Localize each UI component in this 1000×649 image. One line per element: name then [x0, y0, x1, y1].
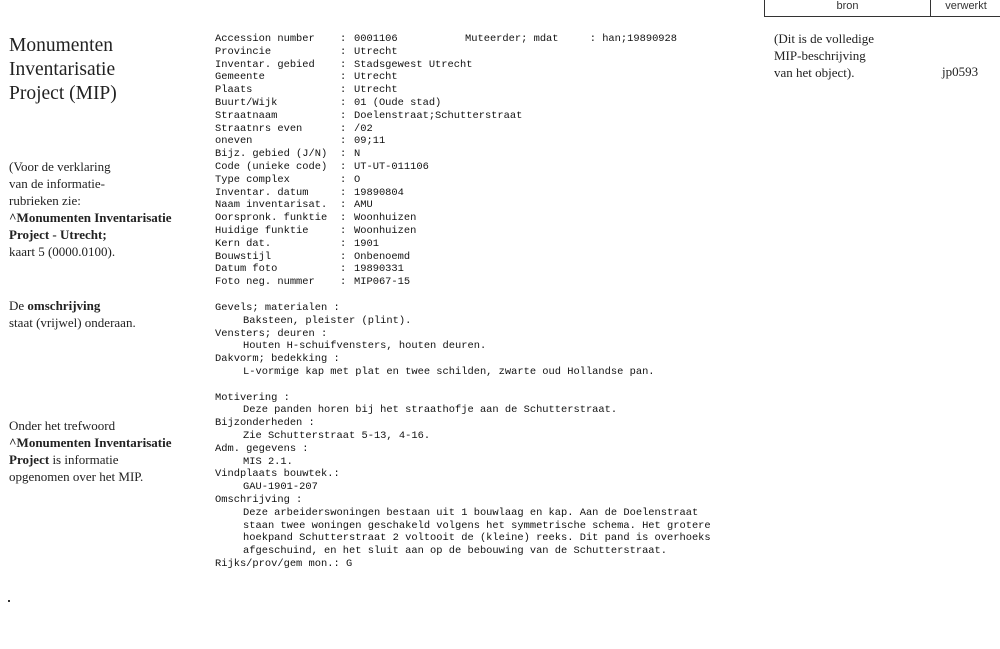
field-label: oneven — [215, 135, 253, 148]
field-row — [215, 251, 755, 264]
note-line: kaart 5 (0000.0100). — [9, 244, 116, 259]
note-line: Onder het trefwoord — [9, 418, 116, 433]
field-separator: : — [340, 199, 347, 212]
omschrijving-line: staan twee woningen geschakeld volgens het symmetrische schema. Het grotere — [243, 519, 711, 532]
field-value: Stadsgewest Utrecht — [354, 58, 473, 71]
title-line: Inventarisatie — [9, 59, 116, 80]
field-label: Code (unieke code) — [215, 160, 328, 173]
field-row — [215, 110, 755, 123]
right-note — [774, 30, 874, 81]
note-text: is informatie — [49, 452, 119, 467]
field-row — [215, 174, 755, 187]
field-label: Bouwstijl — [215, 250, 272, 263]
note-text: De — [9, 298, 28, 313]
vensters-text: Houten H-schuifvensters, houten deuren. — [243, 340, 487, 353]
title-line: Monumenten — [9, 35, 113, 56]
field-label: Inventar. gebied — [215, 58, 315, 71]
field-label: Gemeente — [215, 71, 265, 84]
vensters-label: Vensters; deuren : — [215, 327, 328, 340]
note-line: rubrieken zie: — [9, 193, 81, 208]
omschrijving-line: Deze arbeiderswoningen bestaan uit 1 bouwlaag en kap. Aan de Doelenstraat — [243, 506, 699, 519]
header-bron: bron — [764, 0, 930, 16]
dakvorm-label: Dakvorm; bedekking : — [215, 353, 340, 366]
field-separator: : — [340, 186, 347, 199]
field-value: MIP067-15 — [354, 276, 411, 289]
field-row — [215, 212, 755, 225]
field-separator: : — [340, 33, 347, 45]
field-row — [215, 187, 755, 200]
note-link[interactable]: Project - Utrecht; — [9, 227, 107, 242]
field-row — [215, 263, 755, 276]
field-separator: : — [340, 84, 347, 97]
dakvorm-text: L-vormige kap met plat en twee schilden, zwarte oud Hollandse pan. — [243, 365, 655, 378]
right-note-line: (Dit is de volledige — [774, 31, 875, 46]
field-value: UT-UT-011106 — [354, 160, 429, 173]
note-line: (Voor de verklaring — [9, 159, 111, 174]
field-separator: : — [340, 212, 347, 225]
field-value: AMU — [354, 199, 373, 212]
note-trefwoord — [9, 417, 171, 485]
field-separator: : — [340, 122, 347, 135]
title-line: Project (MIP) — [9, 83, 117, 104]
note-line: opgenomen over het MIP. — [9, 469, 144, 484]
field-separator: : — [340, 109, 347, 122]
field-separator: : — [340, 250, 347, 263]
muteerder — [465, 33, 677, 46]
field-separator: : — [340, 224, 347, 237]
field-value: Utrecht — [354, 71, 398, 84]
gevels-text: Baksteen, pleister (plint). — [243, 314, 412, 327]
field-separator: : — [340, 160, 347, 173]
vindplaats-text: GAU-1901-207 — [243, 481, 318, 494]
note-verklaring — [9, 158, 171, 260]
field-separator: : — [340, 237, 347, 250]
reference-code: jp0593 — [942, 64, 979, 79]
field-label: Provincie — [215, 45, 272, 58]
field-value: Onbenoemd — [354, 250, 411, 263]
muteerder-label: Muteerder; mdat — [465, 33, 559, 45]
page-title — [9, 34, 117, 106]
field-row — [215, 123, 755, 136]
omschrijving-line: afgeschuind, en het sluit aan op de bebouwing van de Schutterstraat. — [243, 545, 668, 558]
field-separator: : — [340, 148, 347, 161]
motivering-label: Motivering : — [215, 391, 290, 404]
field-row — [215, 225, 755, 238]
field-row — [215, 135, 755, 148]
field-label: Huidige funktie — [215, 224, 309, 237]
note-line: van de informatie- — [9, 176, 106, 191]
field-value: 1901 — [354, 237, 379, 250]
field-row — [215, 199, 755, 212]
field-value: 09;11 — [354, 135, 386, 148]
note-link[interactable]: ^Monumenten Inventarisatie — [9, 435, 172, 450]
field-row — [215, 71, 755, 84]
field-separator: : — [340, 173, 347, 186]
field-row — [215, 46, 755, 59]
field-value: 01 (Oude stad) — [354, 96, 442, 109]
adm-label: Adm. gegevens : — [215, 442, 309, 455]
header-verwerkt: verwerkt — [930, 0, 1000, 16]
field-value: Utrecht — [354, 84, 398, 97]
field-row — [215, 97, 755, 110]
field-label: Datum foto — [215, 263, 278, 276]
field-value: 19890331 — [354, 263, 404, 276]
field-label: Bijz. gebied (J/N) — [215, 148, 328, 161]
field-value: Woonhuizen — [354, 224, 417, 237]
adm-text: MIS 2.1. — [243, 455, 293, 468]
field-separator: : — [340, 45, 347, 58]
field-label: Straatnrs even — [215, 122, 303, 135]
scan-speck — [8, 600, 10, 602]
omschrijving-label: Omschrijving : — [215, 493, 303, 506]
field-value: /02 — [354, 122, 373, 135]
field-label: Kern dat. — [215, 237, 272, 250]
field-label: Oorspronk. funktie — [215, 212, 328, 225]
field-separator: : — [340, 58, 347, 71]
gevels-label: Gevels; materialen : — [215, 302, 340, 314]
record-description — [215, 302, 775, 571]
note-omschrijving — [9, 297, 136, 331]
field-separator: : — [340, 263, 347, 276]
field-value: N — [354, 148, 361, 161]
field-row — [215, 84, 755, 97]
field-value: Woonhuizen — [354, 212, 417, 225]
right-note-line: MIP-beschrijving — [774, 48, 866, 63]
vindplaats-label: Vindplaats bouwtek.: — [215, 468, 340, 481]
field-label: Buurt/Wijk — [215, 96, 278, 109]
field-row — [215, 161, 755, 174]
field-label: Plaats — [215, 84, 253, 97]
note-line: staat (vrijwel) onderaan. — [9, 315, 136, 330]
field-separator: : — [340, 71, 347, 84]
motivering-text: Deze panden horen bij het straathofje aan de Schutterstraat. — [243, 404, 618, 417]
field-separator: : — [340, 135, 347, 148]
field-label: Naam inventarisat. — [215, 199, 328, 212]
field-value: 0001106 — [354, 33, 398, 45]
field-row — [215, 276, 755, 289]
note-link[interactable]: Project — [9, 452, 50, 467]
field-value: Doelenstraat;Schutterstraat — [354, 109, 523, 122]
field-label: Type complex — [215, 173, 290, 186]
field-label: Inventar. datum — [215, 186, 309, 199]
field-row — [215, 238, 755, 251]
field-value: 19890804 — [354, 186, 404, 199]
field-label: Straatnaam — [215, 109, 278, 122]
omschrijving-line: hoekpand Schutterstraat 2 voltooit de (kleine) reeks. Dit pand is overhoeks — [243, 532, 711, 545]
field-value: O — [354, 173, 361, 186]
field-separator: : — [340, 276, 347, 289]
record-fields — [215, 33, 755, 289]
note-bold: omschrijving — [27, 298, 101, 313]
note-link[interactable]: ^Monumenten Inventarisatie — [9, 210, 172, 225]
field-label: Foto neg. nummer — [215, 276, 315, 289]
field-separator: : — [340, 96, 347, 109]
source-table-header — [764, 0, 1000, 17]
field-label: Accession number — [215, 33, 315, 45]
bijzonderheden-text: Zie Schutterstraat 5-13, 4-16. — [243, 429, 431, 442]
bijzonderheden-label: Bijzonderheden : — [215, 417, 315, 430]
field-row — [215, 59, 755, 72]
rijks-mon: Rijks/prov/gem mon.: G — [215, 557, 353, 570]
field-row — [215, 148, 755, 161]
field-value: Utrecht — [354, 45, 398, 58]
muteerder-value: : han;19890928 — [589, 33, 678, 45]
right-note-line: van het object). — [774, 65, 855, 80]
